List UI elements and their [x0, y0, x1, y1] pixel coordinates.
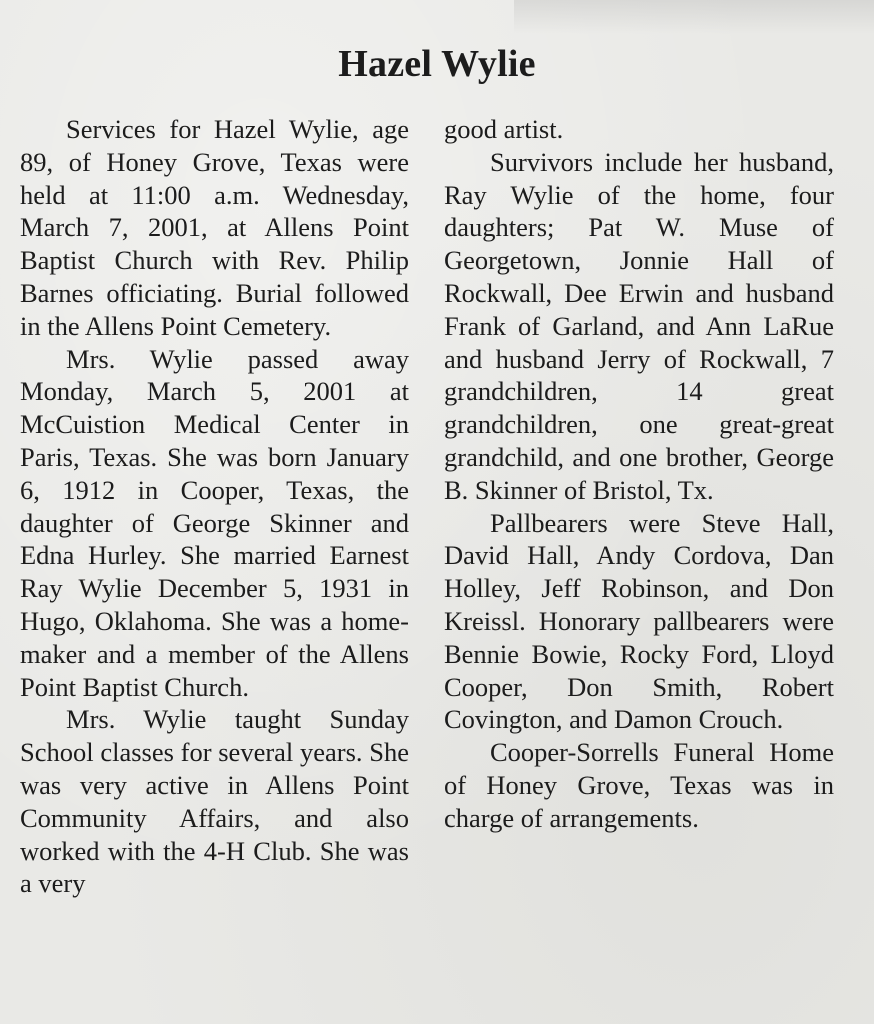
- bleed-through-header: [514, 0, 874, 34]
- activities-continued: good artist.: [444, 114, 564, 144]
- right-column: [444, 113, 834, 835]
- survivors-paragraph: Survivors include her husband, Ray Wylie of the home, four daughters; Pat W. Muse of Georgetown, Jonnie Hall of Rockwall, Dee Erwin and husband Frank of Garland, and Ann LaRue and husband Jerry of Rockwall, 7 grandchildren, 14 great grandchildren, one great-great grandchild, and one brother, George B. Skinner of Bristol, Tx.: [444, 146, 834, 505]
- arrangements-paragraph: Cooper-Sorrells Funeral Home of Honey Grove, Texas was in charge of arrangements.: [444, 737, 834, 833]
- left-column: [20, 113, 409, 900]
- activities-paragraph: Mrs. Wylie taught Sunday School classes for several years. She was very active in Allens Point Community Affairs, and also worked with the 4-H Club. She was a very: [20, 704, 409, 899]
- obituary-title: Hazel Wylie: [338, 43, 536, 85]
- biography-paragraph: Mrs. Wylie passed away Monday, March 5, 2001 at McCuistion Medical Center in Paris, Texas. She was born January 6, 1912 in Cooper, Texas, the daughter of George Skinner and Edna Hurley. She married Earnest Ray Wylie December 5, 1931 in Hugo, Oklahoma. She was a homemaker and a member of the Allens Point Baptist Church.: [20, 343, 409, 702]
- pallbearers-paragraph: Pallbearers were Steve Hall, David Hall, Andy Cordova, Dan Holley, Jeff Robinson, and Don Kreissl. Honorary pallbearers were Bennie Bowie, Rocky Ford, Lloyd Cooper, Don Smith, Robert Covington, and Damon Crouch.: [444, 507, 834, 735]
- services-paragraph: Services for Hazel Wylie, age 89, of Honey Grove, Texas were held at 11:00 a.m. Wednesday, March 7, 2001, at Allens Point Baptist Church with Rev. Philip Barnes officiating. Burial followed in the Allens Point Cemetery.: [20, 114, 409, 341]
